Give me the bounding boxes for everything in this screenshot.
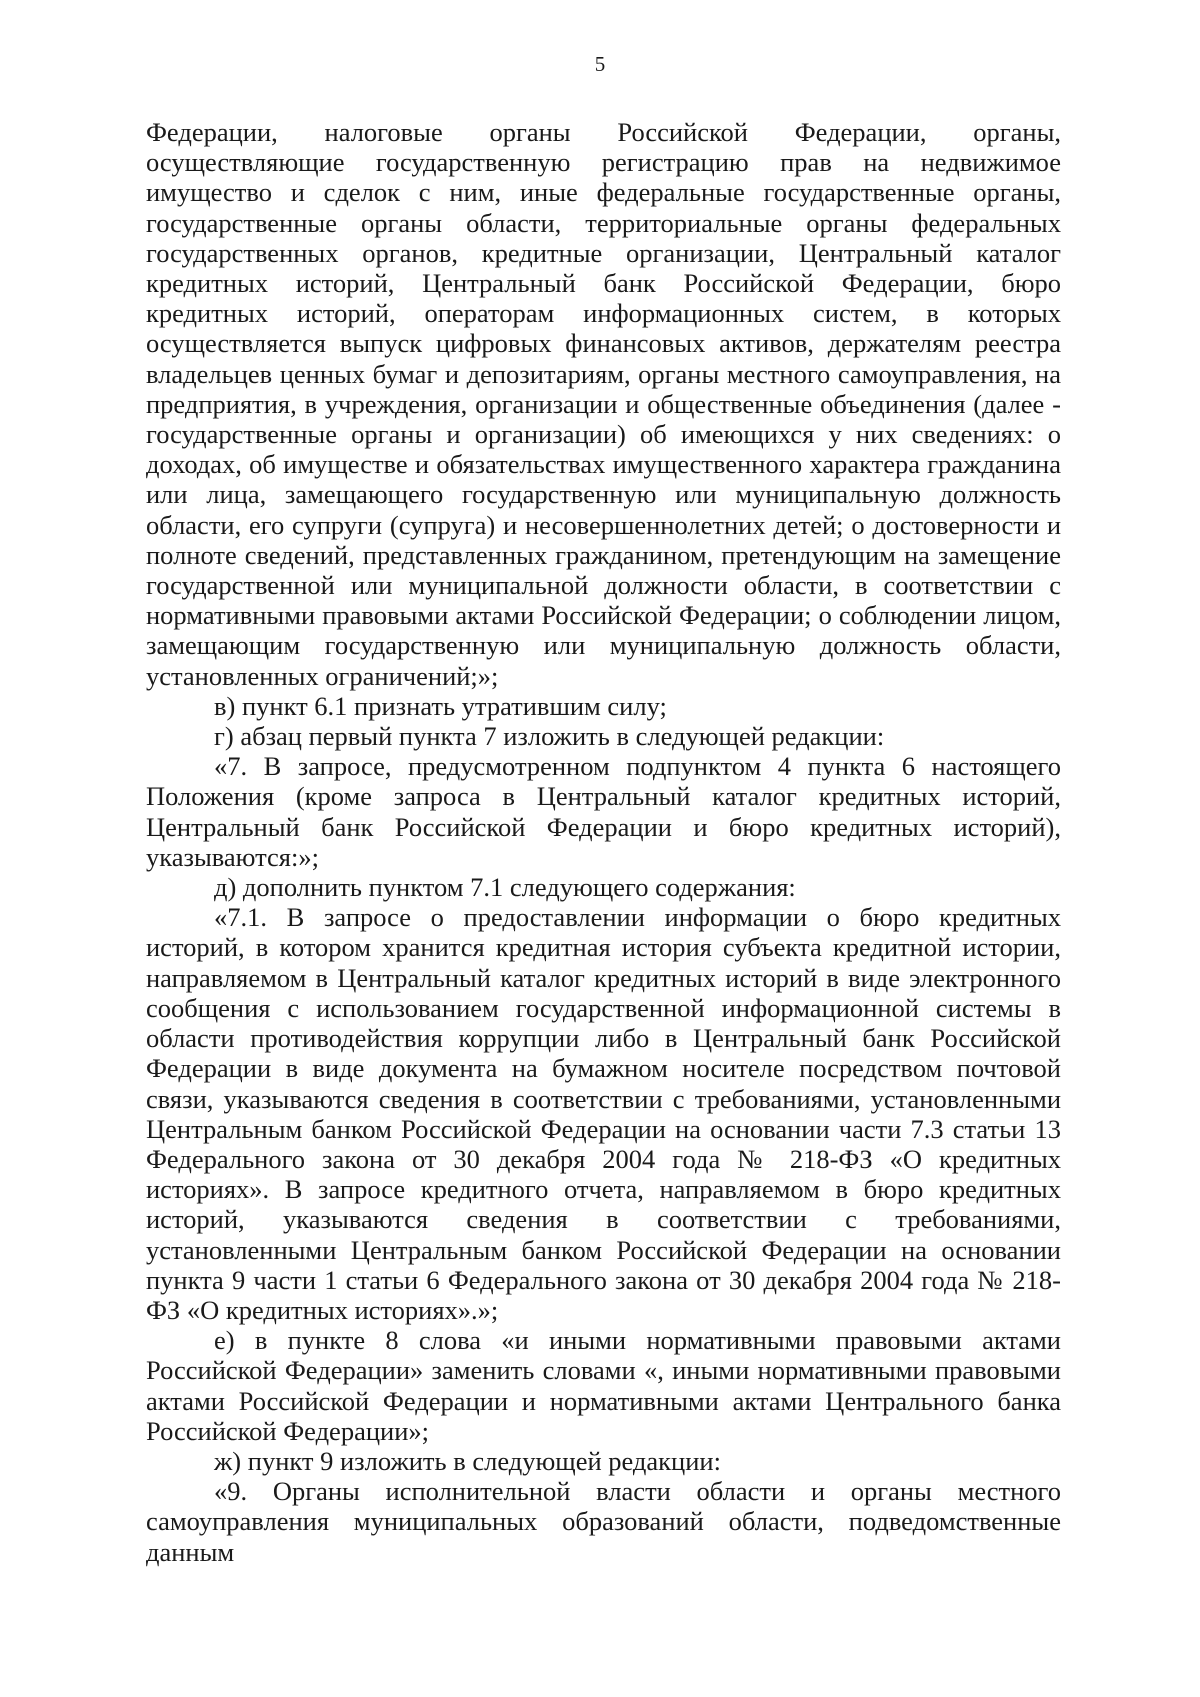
paragraph-item-zh: ж) пункт 9 изложить в следующей редакции: — [214, 1445, 721, 1476]
paragraph-item-d: д) дополнить пунктом 7.1 следующего содержания: — [214, 872, 796, 903]
paragraph-continuation: Федерации, налоговые органы Российской Федерации, органы, осуществляющие государственную регистрацию прав на недвижимое имущество и сделок с ним, иные федеральные государственные органы, государственные органы области, территориальные органы федеральных государственных органов, кредитные организации, Центральный каталог кредитных историй, Центральный банк Российской Федерации, бюро кредитных историй, операторам информационных систем, в которых осуществляется выпуск цифровых финансовых активов, держателям реестра владельцев ценных бумаг и депозитариям, органы местного самоуправления, на предприятия, в учреждения, организации и общественные объединения (далее - государственные органы и организации) об имеющихся у них сведениях: о доходах, об имуществе и обязательствах имущественного характера гражданина или лица, замещающего государственную или муниципальную должность области, его супруги (супруга) и несовершеннолетних детей; о достоверности и полноте сведений, представленных гражданином, претендующим на замещение государственной или муниципальной должности области, в соответствии с нормативными правовыми актами Российской Федерации; о соблюдении лицом, замещающим государственную или муниципальную должность области, установленных ограничений;»; — [146, 117, 1061, 691]
document-body — [146, 117, 1061, 1567]
paragraph-item-e: е) в пункте 8 слова «и иными нормативными правовыми актами Российской Федерации» заменить словами «, иными нормативными правовыми актами Российской Федерации и нормативными актами Центрального банка Российской Федерации»; — [146, 1325, 1061, 1446]
paragraph-quote-9: «9. Органы исполнительной власти области и органы местного самоуправления муниципальных образований области, подведомственные данным — [146, 1476, 1061, 1567]
page-number: 5 — [594, 52, 606, 76]
paragraph-item-v: в) пункт 6.1 признать утратившим силу; — [214, 690, 667, 721]
paragraph-quote-7: «7. В запросе, предусмотренном подпунктом 4 пункта 6 настоящего Положения (кроме запроса в Центральный каталог кредитных историй, Центральный банк Российской Федерации и бюро кредитных историй), указываются:»; — [146, 751, 1061, 872]
paragraph-quote-7-1: «7.1. В запросе о предоставлении информации о бюро кредитных историй, в котором хранится кредитная история субъекта кредитной истории, направляемом в Центральный каталог кредитных историй в виде электронного сообщения с использованием государственной информационной системы в области противодействия коррупции либо в Центральный банк Российской Федерации в виде документа на бумажном носителе посредством почтовой связи, указываются сведения в соответствии с требованиями, установленными Центральным банком Российской Федерации на основании части 7.3 статьи 13 Федерального закона от 30 декабря 2004 года № 218-ФЗ «О кредитных историях». В запросе кредитного отчета, направляемом в бюро кредитных историй, указываются сведения в соответствии с требованиями, установленными Центральным банком Российской Федерации на основании пункта 9 части 1 статьи 6 Федерального закона от 30 декабря 2004 года № 218-ФЗ «О кредитных историях».»; — [146, 902, 1061, 1325]
paragraph-item-g: г) абзац первый пункта 7 изложить в следующей редакции: — [214, 721, 885, 752]
